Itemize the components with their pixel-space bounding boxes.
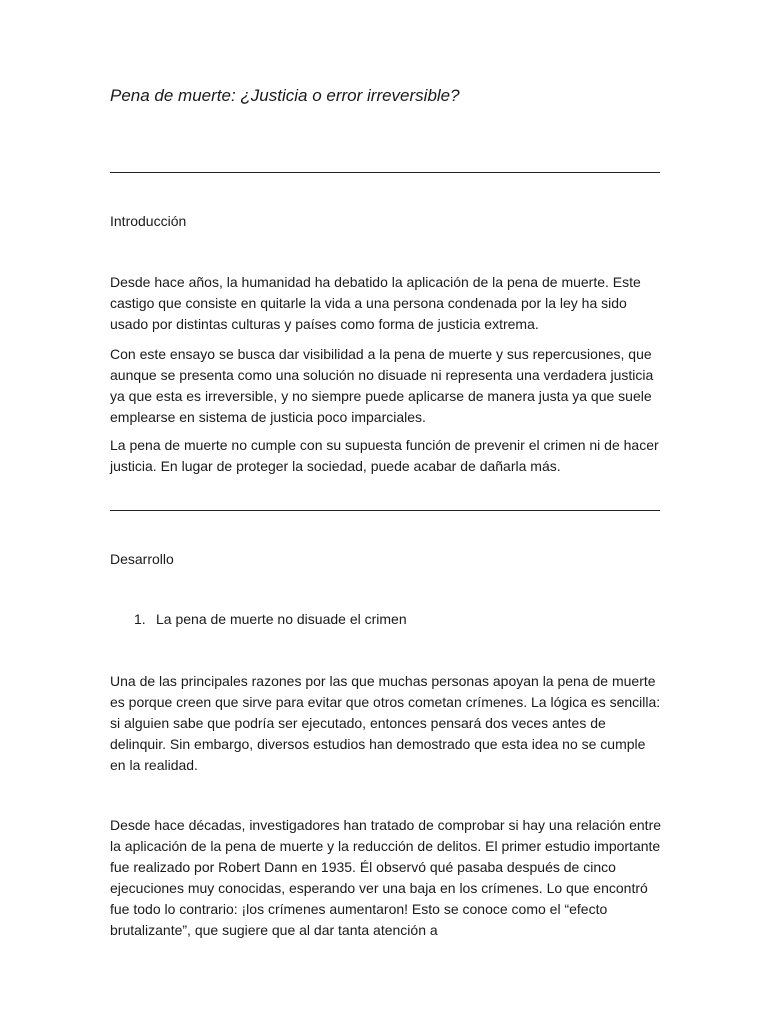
- intro-paragraph: Desde hace años, la humanidad ha debatido la aplicación de la pena de muerte. Este castigo que consiste en quitarle la vida a una persona condenada por la ley ha sido usado por distintas culturas y países como forma de justicia extrema.: [110, 274, 641, 332]
- development-paragraph: Una de las principales razones por las que muchas personas apoyan la pena de muerte es porque creen que sirve para evitar que otros cometan crímenes. La lógica es sencilla: si alguien sabe que podría ser ejecutado, entonces pensará dos veces antes de delinquir. Sin embargo, diversos estudios han demostrado que esta idea no se cumple en la realidad.: [110, 673, 661, 773]
- section-heading-introduction: Introducción: [110, 213, 187, 229]
- section-heading-development: Desarrollo: [110, 551, 174, 567]
- list-item-text: La pena de muerte no disuade el crimen: [156, 611, 407, 627]
- intro-paragraph: Con este ensayo se busca dar visibilidad a la pena de muerte y sus repercusiones, que aunque se presenta como una solución no disuade ni representa una verdadera justicia ya que esta es irreversible, y no siempre puede aplicarse de manera justa ya que suele emplearse en sistema de justicia poco imparciales.: [110, 346, 654, 425]
- horizontal-divider: [110, 172, 660, 173]
- list-item-number: 1.: [134, 611, 146, 627]
- horizontal-divider: [110, 510, 660, 511]
- development-paragraph: Desde hace décadas, investigadores han tratado de comprobar si hay una relación entre la aplicación de la pena de muerte y la reducción de delitos. El primer estudio importante fue realizado por Robert Dann en 1935. Él observó qué pasaba después de cinco ejecuciones muy conocidas, esperando ver una baja en los crímenes. Lo que encontró fue todo lo contrario: ¡los crímenes aumentaron! Esto se conoce como el “efecto brutalizante”, que sugiere que al dar tanta atención a: [110, 817, 662, 938]
- document-title: Pena de muerte: ¿Justicia o error irreversible?: [110, 86, 460, 105]
- intro-paragraph: La pena de muerte no cumple con su supuesta función de prevenir el crimen ni de hacer justicia. En lugar de proteger la sociedad, puede acabar de dañarla más.: [110, 437, 659, 474]
- numbered-list-item: [134, 611, 407, 627]
